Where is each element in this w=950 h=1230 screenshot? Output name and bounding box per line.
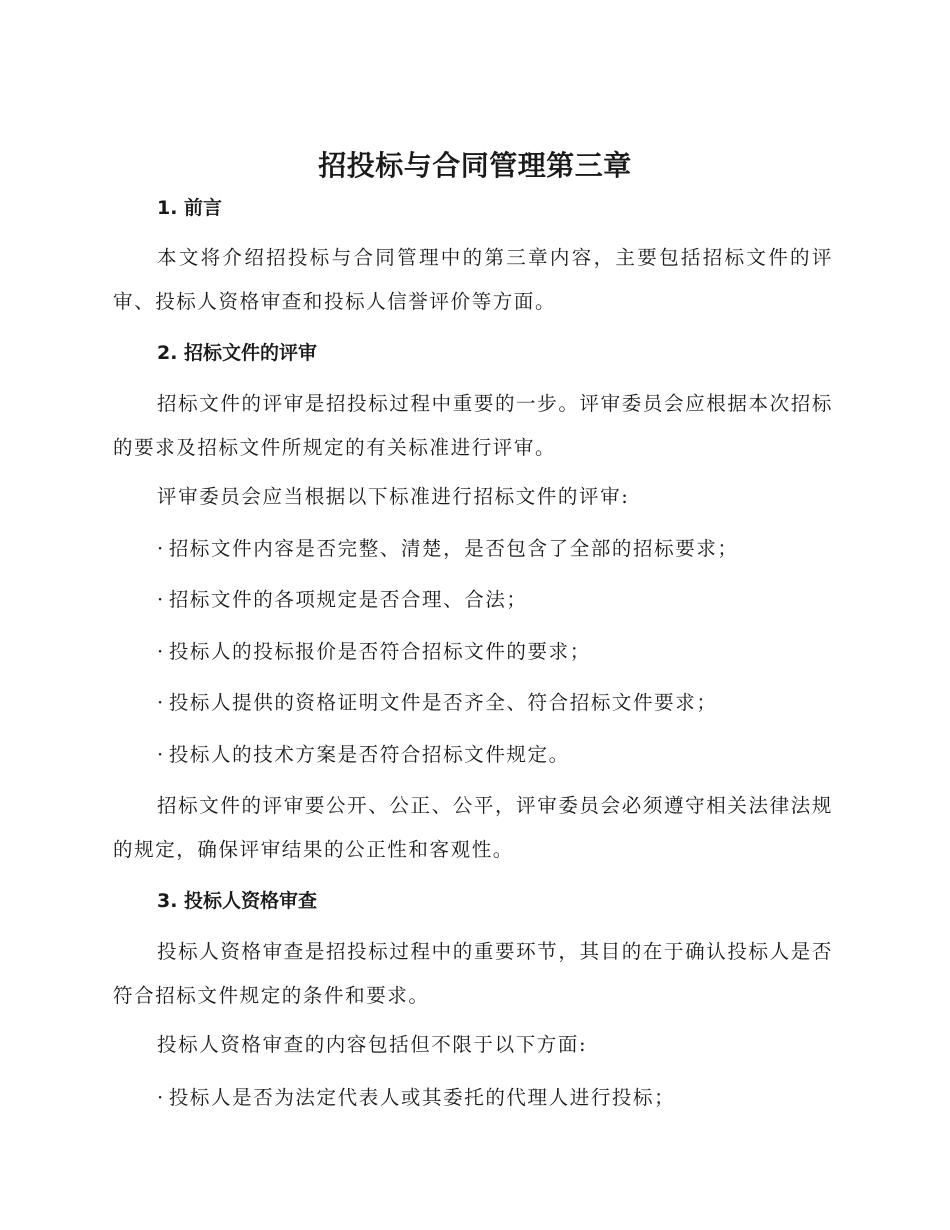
bullet-marker: · <box>157 588 165 611</box>
bullet-marker: · <box>157 1086 165 1109</box>
list-item-text: 投标人的投标报价是否符合招标文件的要求； <box>168 640 591 663</box>
list-item <box>157 733 847 777</box>
bullet-marker: · <box>157 743 165 766</box>
paragraph-review-intro: 招标文件的评审是招投标过程中重要的一步。评审委员会应根据本次招标的要求及招标文件所规定的有关标准进行评审。 <box>113 392 833 459</box>
list-item-text: 投标人的技术方案是否符合招标文件规定。 <box>168 743 570 766</box>
section-heading-bidder-qualification: 3. 投标人资格审查 <box>157 890 318 912</box>
list-item <box>157 527 847 571</box>
list-item-text: 投标人是否为法定代表人或其委托的代理人进行投标； <box>168 1086 676 1109</box>
list-item <box>157 1076 847 1120</box>
paragraph-preface: 本文将介绍招投标与合同管理中的第三章内容，主要包括招标文件的评审、投标人资格审查和投标人信誉评价等方面。 <box>113 246 833 313</box>
bullet-marker: · <box>157 537 165 560</box>
list-item <box>157 578 847 622</box>
list-item-text: 招标文件内容是否完整、清楚，是否包含了全部的招标要求； <box>168 537 739 560</box>
list-item-text: 招标文件的各项规定是否合理、合法； <box>168 588 528 611</box>
paragraph-review-criteria-lead: 评审委员会应当根据以下标准进行招标文件的评审: <box>157 485 630 508</box>
bullet-marker: · <box>157 691 165 714</box>
list-item-text: 投标人提供的资格证明文件是否齐全、符合招标文件要求； <box>168 691 718 714</box>
paragraph-qualification-lead: 投标人资格审查的内容包括但不限于以下方面: <box>157 1033 588 1056</box>
list-item <box>157 630 847 674</box>
section-heading-preface: 1. 前言 <box>157 197 223 219</box>
document-title: 招投标与合同管理第三章 <box>318 149 632 182</box>
section-heading-bid-document-review: 2. 招标文件的评审 <box>157 342 318 364</box>
paragraph-review-closing: 招标文件的评审要公开、公正、公平，评审委员会必须遵守相关法律法规的规定，确保评审结果的公正性和客观性。 <box>113 794 833 861</box>
bullet-marker: · <box>157 640 165 663</box>
list-item <box>157 681 847 725</box>
paragraph-qualification-intro: 投标人资格审查是招投标过程中的重要环节，其目的在于确认投标人是否符合招标文件规定的条件和要求。 <box>113 940 833 1007</box>
